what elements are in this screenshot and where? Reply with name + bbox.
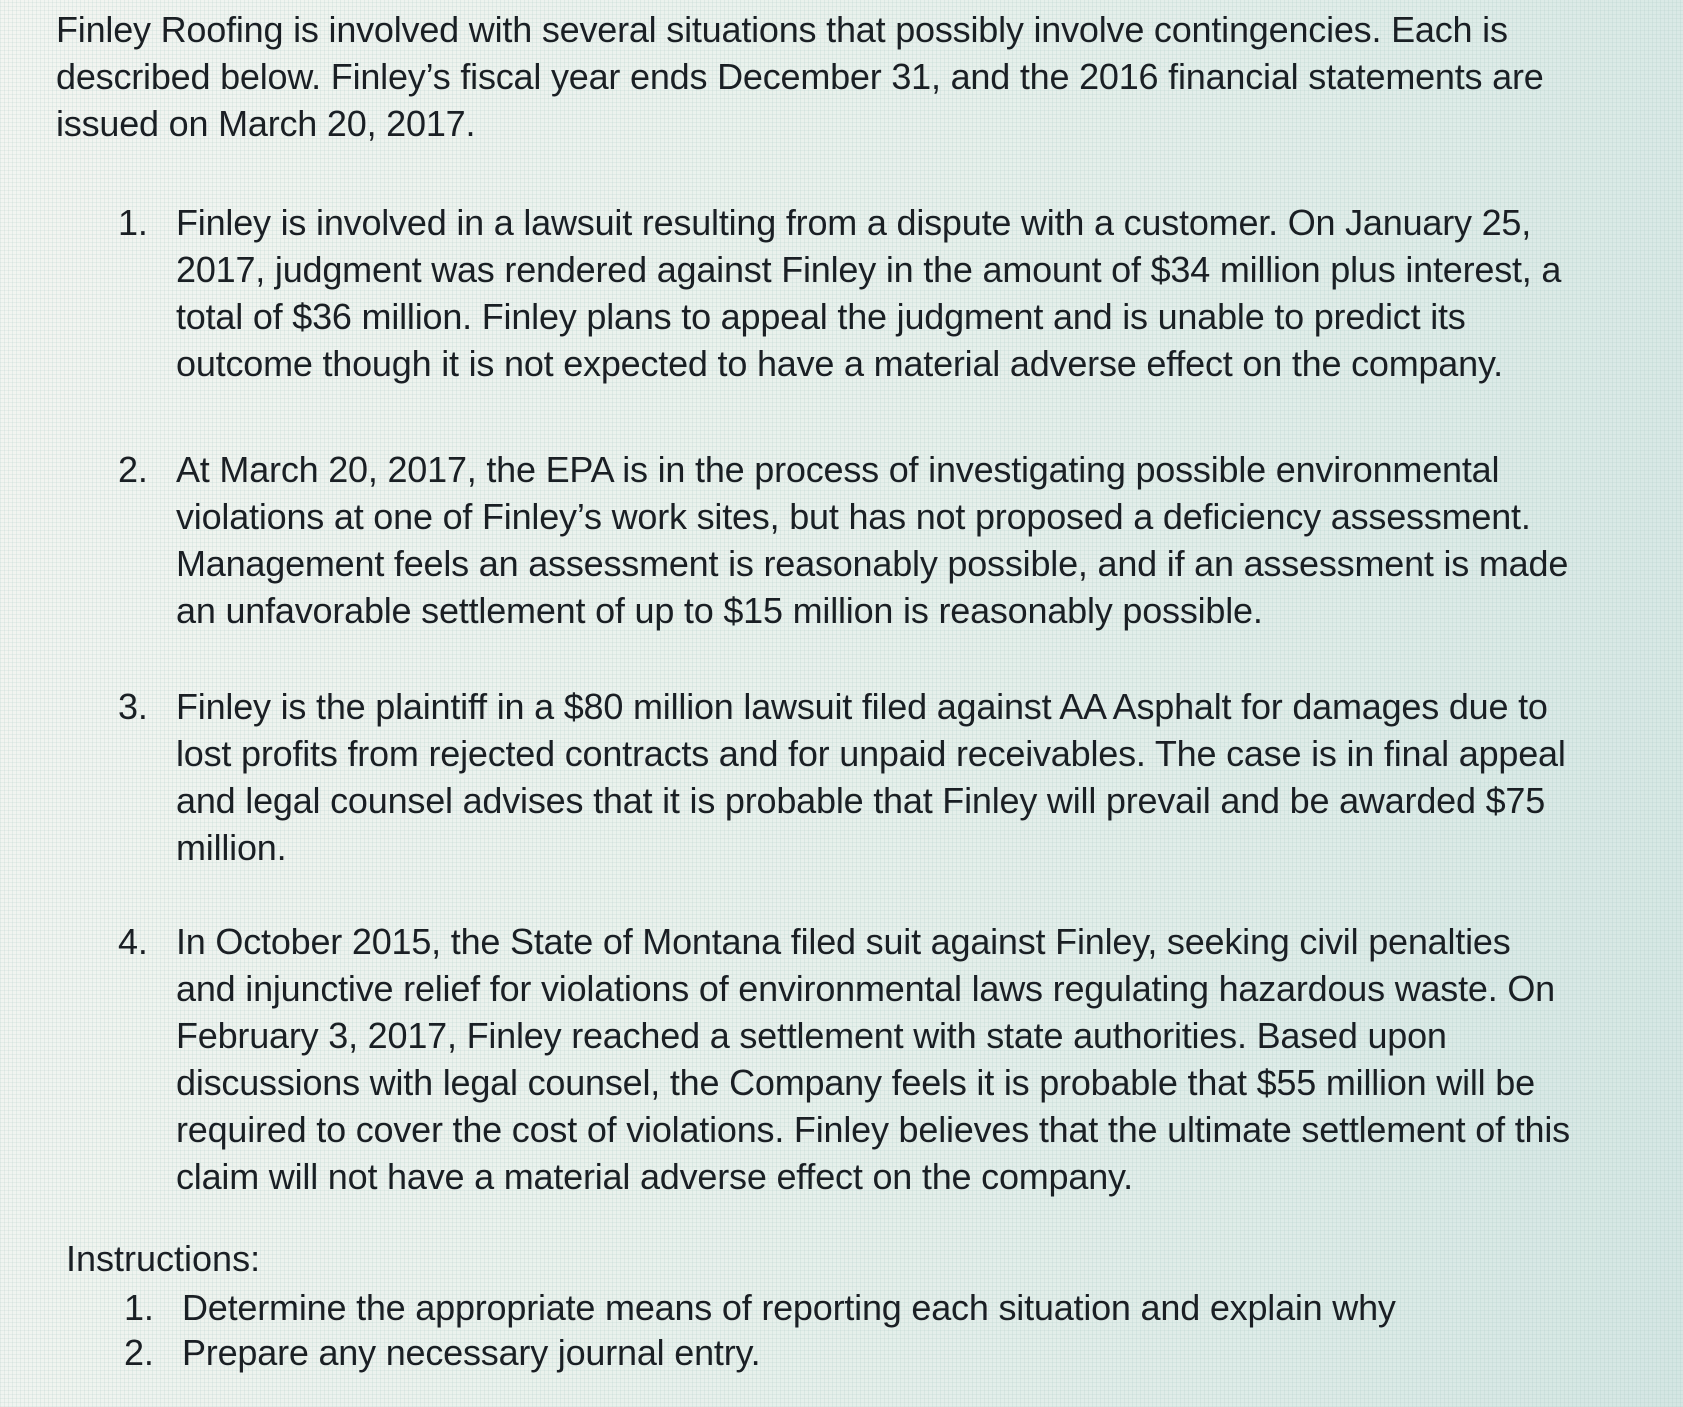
situation-text: At March 20, 2017, the EPA is in the process of investigating possible environmental violations at one of Finley’s work sites, but has not proposed a deficiency assessment. Management feels an assessment is reasonably possible, and if an assessment is made an unfavorable settlement of up to $15 million is reasonably possible. [176,449,1569,631]
instruction-text: Prepare any necessary journal entry. [182,1332,761,1373]
situation-text: Finley is involved in a lawsuit resulting from a dispute with a customer. On January 25, 2017, judgment was rendered against Finley in the amount of $34 million plus interest, a total of $36 million. Finley plans to appeal the judgment and is unable to predict its outcome though it is not expected to have a material adverse effect on the company. [176,202,1562,384]
situation-number: 2. [118,449,148,490]
intro-paragraph: Finley Roofing is involved with several situations that possibly involve contingencies. Each is described below. Finley’s fiscal year ends December 31, and the 2016 financial statements are issued on March 20, 2017. [56,9,1544,144]
instruction-number: 1. [124,1287,154,1328]
situation-number: 4. [118,921,148,962]
instructions-heading: Instructions: [66,1238,261,1279]
instruction-text: Determine the appropriate means of reporting each situation and explain why [182,1287,1396,1328]
situation-text: Finley is the plaintiff in a $80 million lawsuit filed against AA Asphalt for damages due to lost profits from rejected contracts and for unpaid receivables. The case is in final appeal and legal counsel advises that it is probable that Finley will prevail and be awarded $75 million. [176,686,1566,868]
situation-number: 3. [118,686,148,727]
situation-text: In October 2015, the State of Montana filed suit against Finley, seeking civil penalties and injunctive relief for violations of environmental laws regulating hazardous waste. On February 3, 2017, Finley reached a settlement with state authorities. Based upon discussions with legal counsel, the Company feels it is probable that $55 million will be required to cover the cost of violations. Finley believes that the ultimate settlement of this claim will not have a material adverse effect on the company. [176,921,1570,1197]
instruction-number: 2. [124,1332,154,1373]
situation-number: 1. [118,202,148,243]
